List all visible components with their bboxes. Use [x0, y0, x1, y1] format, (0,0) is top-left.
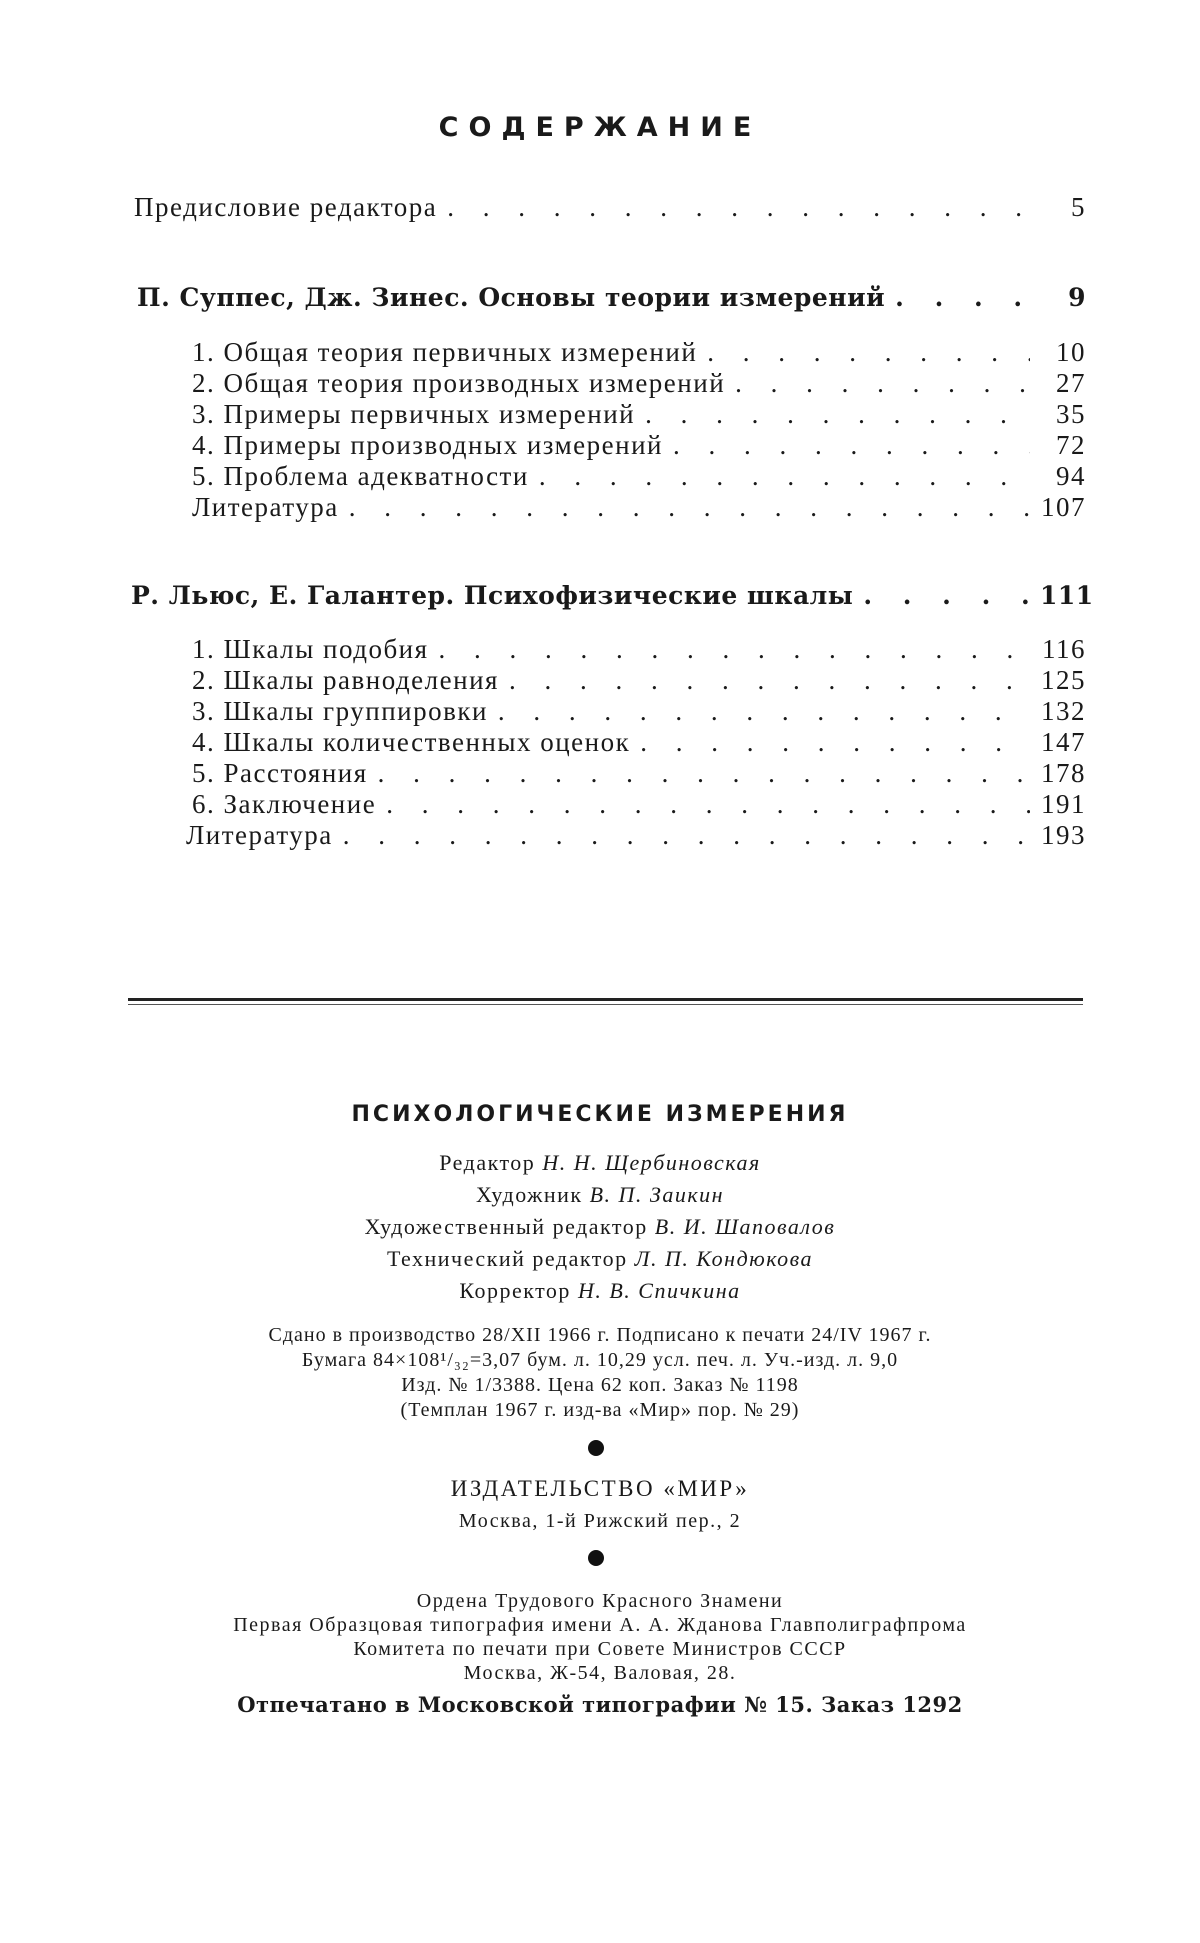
leader-dots — [498, 695, 1030, 727]
toc-entry — [192, 757, 1086, 789]
toc-entry-page: 72 — [1056, 430, 1086, 460]
credit-name: В. П. Заикин — [589, 1182, 725, 1207]
book-title: ПСИХОЛОГИЧЕСКИЕ ИЗМЕРЕНИЯ — [351, 1102, 849, 1127]
toc-entry-label: 1. Общая теория первичных измерений — [192, 337, 698, 367]
toc-entry — [186, 819, 1086, 851]
toc-entry-preface — [134, 191, 1086, 223]
toc-entry-label: 5. Проблема адекватности — [192, 461, 529, 491]
credit-line — [0, 1246, 1200, 1272]
leader-dots — [386, 788, 1030, 820]
toc-entry-label: 4. Шкалы количественных оценок — [192, 727, 631, 757]
toc-part-page: 111 — [1040, 581, 1094, 610]
printer-line: Первая Образцовая типография имени А. А. Жданова Главполиграфпрома — [233, 1614, 967, 1636]
credit-line — [0, 1214, 1200, 1240]
leader-dots — [349, 491, 1030, 523]
toc-entry-label: 4. Примеры производных измерений — [192, 430, 663, 460]
toc-entry-label: 5. Расстояния — [192, 758, 368, 788]
toc-entry-label: 6. Заключение — [192, 789, 377, 819]
toc-part-title: Р. Льюс, Е. Галантер. Психофизические шкалы — [131, 581, 854, 610]
bullet-separator — [588, 1440, 604, 1456]
toc-entry-page: 94 — [1056, 461, 1086, 491]
credit-role: Корректор — [459, 1278, 571, 1303]
toc-part-page: 9 — [1068, 283, 1086, 312]
imprint-line: Изд. № 1/3388. Цена 62 коп. Заказ № 1198 — [401, 1374, 799, 1396]
credit-role: Технический редактор — [386, 1246, 628, 1271]
imprint-line: (Темплан 1967 г. изд-ва «Мир» пор. № 29) — [400, 1399, 800, 1421]
leader-dots — [439, 633, 1030, 665]
leader-dots — [645, 398, 1030, 430]
leader-dots — [895, 282, 1030, 314]
toc-entry-page: 132 — [1041, 696, 1086, 726]
toc-entry — [192, 429, 1086, 461]
toc-entry — [192, 460, 1086, 492]
credit-line — [0, 1150, 1200, 1176]
publisher-name: ИЗДАТЕЛЬСТВО «МИР» — [450, 1476, 750, 1501]
toc-part-title: П. Суппес, Дж. Зинес. Основы теории измерений — [137, 283, 886, 312]
toc-entry-page: 193 — [1041, 820, 1086, 850]
contents-heading: СОДЕРЖАНИЕ — [438, 112, 762, 143]
leader-dots — [735, 367, 1030, 399]
credit-name: В. И. Шаповалов — [654, 1214, 836, 1239]
toc-entry-label: 2. Шкалы равноделения — [192, 665, 499, 695]
leader-dots — [378, 757, 1030, 789]
toc-entry — [192, 336, 1086, 368]
printer-line: Комитета по печати при Совете Министров СССР — [353, 1638, 847, 1660]
credit-role: Художник — [475, 1182, 583, 1207]
publisher-address: Москва, 1-й Рижский пер., 2 — [458, 1510, 742, 1532]
toc-entry-label: 3. Примеры первичных измерений — [192, 399, 636, 429]
toc-entry-page: 178 — [1041, 758, 1086, 788]
toc-entry — [192, 695, 1086, 727]
toc-entry-label: Литература — [192, 492, 339, 522]
toc-entry-label: Литература — [186, 820, 333, 850]
leader-dots — [539, 460, 1030, 492]
toc-entry-page: 5 — [1071, 192, 1086, 222]
toc-entry — [192, 664, 1086, 696]
leader-dots — [707, 336, 1030, 368]
imprint-line: Бумага 84×108¹/₃₂=3,07 бум. л. 10,29 усл. печ. л. Уч.-изд. л. 9,0 — [301, 1349, 899, 1371]
toc-entry — [192, 398, 1086, 430]
toc-entry — [192, 726, 1086, 758]
toc-entry-label: Предисловие редактора — [134, 192, 438, 222]
toc-entry-label: 1. Шкалы подобия — [192, 634, 429, 664]
credit-role: Художественный редактор — [364, 1214, 648, 1239]
credit-name: Л. П. Кондюкова — [634, 1246, 814, 1271]
leader-dots — [447, 191, 1030, 223]
credit-line — [0, 1278, 1200, 1304]
credit-name: Н. В. Спичкина — [577, 1278, 741, 1303]
credit-line — [0, 1182, 1200, 1208]
toc-entry-page: 191 — [1041, 789, 1086, 819]
toc-entry-page: 147 — [1041, 727, 1086, 757]
toc-entry — [192, 788, 1086, 820]
toc-entry-page: 27 — [1056, 368, 1086, 398]
toc-entry-page: 107 — [1041, 492, 1086, 522]
toc-entry-page: 10 — [1056, 337, 1086, 367]
toc-entry-page: 35 — [1056, 399, 1086, 429]
imprint-line: Сдано в производство 28/XII 1966 г. Подписано к печати 24/IV 1967 г. — [268, 1324, 932, 1346]
leader-dots — [640, 726, 1030, 758]
toc-entry-label: 2. Общая теория производных измерений — [192, 368, 726, 398]
printer-line: Ордена Трудового Красного Знамени — [416, 1590, 784, 1612]
toc-entry-label: 3. Шкалы группировки — [192, 696, 488, 726]
bullet-separator — [588, 1550, 604, 1566]
printed-note: Отпечатано в Московской типографии № 15. Заказ 1292 — [237, 1692, 963, 1717]
toc-part-heading — [131, 580, 1094, 612]
toc-entry — [192, 491, 1086, 523]
credit-role: Редактор — [439, 1150, 536, 1175]
toc-entry — [192, 633, 1086, 665]
leader-dots — [343, 819, 1030, 851]
leader-dots — [673, 429, 1030, 461]
leader-dots — [863, 580, 1030, 612]
toc-entry-page: 116 — [1042, 634, 1086, 664]
printer-line: Москва, Ж-54, Валовая, 28. — [463, 1662, 737, 1684]
toc-entry-page: 125 — [1041, 665, 1086, 695]
toc-entry — [192, 367, 1086, 399]
credit-name: Н. Н. Щербиновская — [542, 1150, 761, 1175]
leader-dots — [509, 664, 1030, 696]
toc-part-heading — [137, 282, 1086, 314]
